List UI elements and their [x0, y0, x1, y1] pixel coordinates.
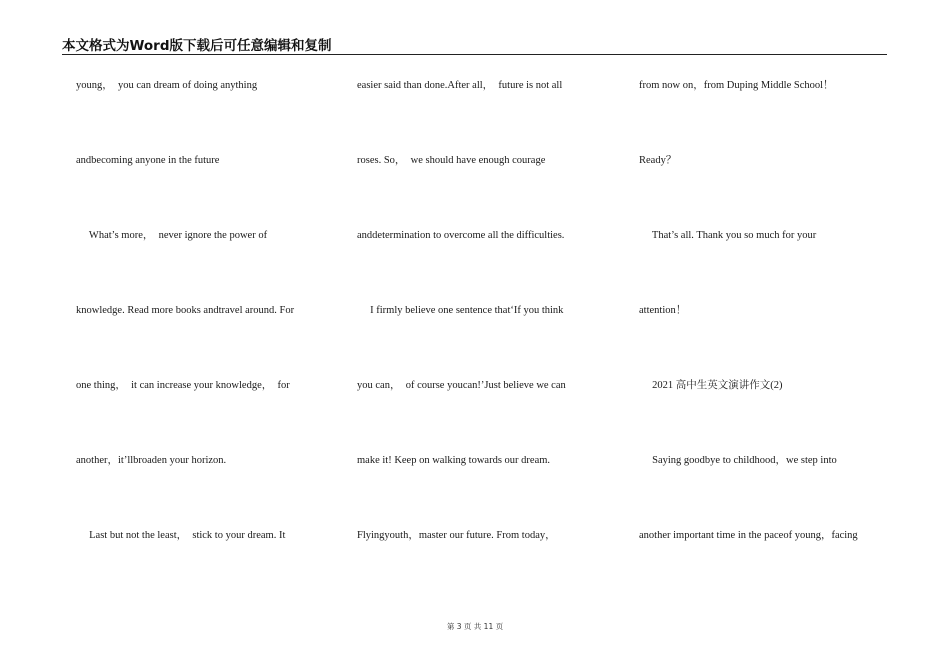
page-header: [62, 34, 887, 55]
text-line: you can， of course youcan!’Just believe we can: [357, 380, 566, 391]
text-line: knowledge. Read more books andtravel around. For: [76, 305, 295, 316]
text-line: from now on，from Duping Middle School！: [639, 80, 834, 91]
text-line: another，it’llbroaden your horizon.: [76, 455, 227, 466]
text-line: young， you can dream of doing anything: [76, 80, 258, 91]
text-line: easier said than done.After all， future is not all: [357, 80, 563, 91]
text-line: another important time in the paceof young，facing: [639, 530, 858, 541]
text-line: andbecoming anyone in the future: [76, 155, 220, 166]
section-heading: 2021 高中生英文演讲作文(2): [639, 380, 783, 391]
text-line: Flyingyouth，master our future. From today，: [357, 530, 556, 541]
text-line: make it! Keep on walking towards our dream.: [357, 455, 551, 466]
text-line: anddetermination to overcome all the difficulties.: [357, 230, 565, 241]
text-line: That’s all. Thank you so much for your: [639, 230, 817, 241]
text-line: roses. So， we should have enough courage: [357, 155, 546, 166]
text-line: Ready？: [639, 155, 677, 166]
text-line: Last but not the least， stick to your dream. It: [76, 530, 286, 541]
text-line: attention！: [639, 305, 687, 316]
text-line: Saying goodbye to childhood，we step into: [639, 455, 837, 466]
page-footer: 第 3 页 共 11 页: [446, 622, 504, 631]
header-title: 本文格式为Word版下载后可任意编辑和复制: [62, 38, 332, 54]
text-line: one thing， it can increase your knowledge， for: [76, 380, 290, 391]
text-line: What’s more， never ignore the power of: [76, 230, 268, 241]
text-line: I firmly believe one sentence that‘If you think: [357, 305, 564, 316]
